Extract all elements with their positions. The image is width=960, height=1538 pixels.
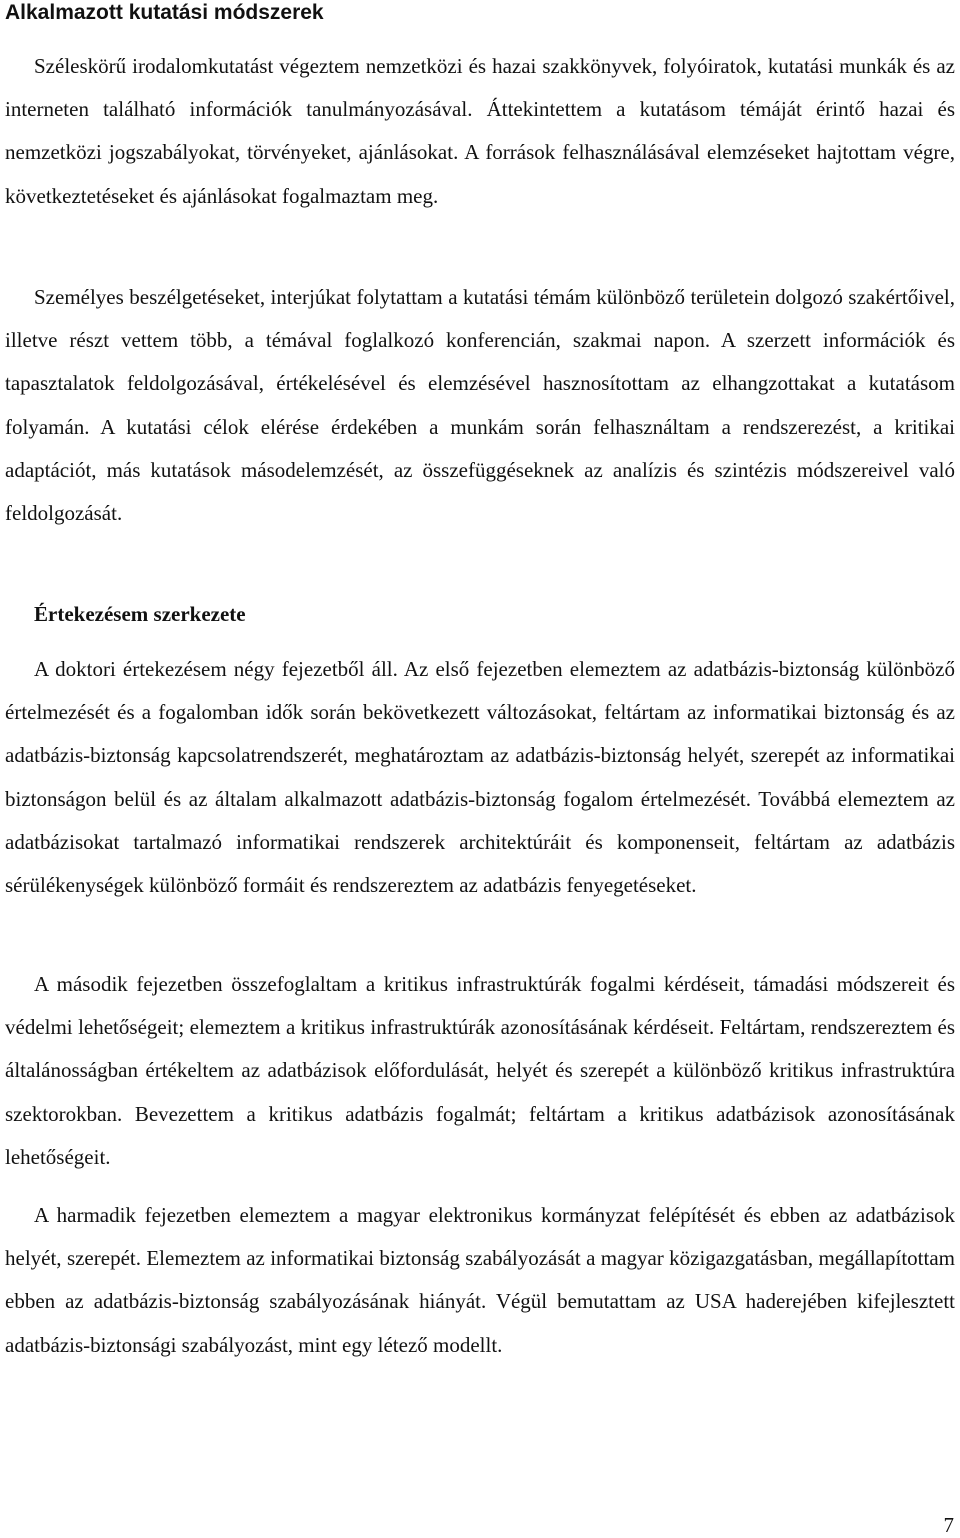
section-heading-structure: Értekezésem szerkezete xyxy=(34,602,246,626)
paragraph-chapter-two: A második fejezetben összefoglaltam a kritikus infrastruktúrák fogalmi kérdéseit, támadási módszereit és védelmi lehetőségeit; elemeztem a kritikus infrastruktúrák azonosításának kérdéseit. Feltártam, rendszereztem és általánosságban értékeltem az adatbázisok előfordulását, helyét és szerepét a különböző kritikus infrastruktúra szektorokban. Bevezettem a kritikus adatbázis fogalmát; feltártam a kritikus adatbázisok azonosításának lehetőségeit. xyxy=(5,972,955,1169)
paragraph-chapter-one: A doktori értekezésem négy fejezetből áll. Az első fejezetben elemeztem az adatbázis-biztonság különböző értelmezését és a fogalomban idők során bekövetkezett változásokat, feltártam az informatikai biztonság és az adatbázis-biztonság kapcsolatrendszerét, meghatároztam az adatbázis-biztonság helyét, szerepét az informatikai biztonságon belül és az általam alkalmazott adatbázis-biztonság fogalom értelmezését. Továbbá elemeztem az adatbázisokat tartalmazó informatikai rendszerek architektúráit és komponenseit, feltártam az adatbázis sérülékenységek különböző formáit és rendszereztem az adatbázis fenyegetéseket. xyxy=(5,657,955,898)
paragraph-interviews: Személyes beszélgetéseket, interjúkat folytattam a kutatási témám különböző területein dolgozó szakértőivel, illetve részt vettem több, a témával foglalkozó konferencián, szakmai napon. A szerzett információk és tapasztalatok feldolgozásával, értékelésével és elemzésével hasznosítottam az elhangzottakat a kutatásom folyamán. A kutatási célok elérése érdekében a munkám során felhasználtam a rendszerezést, a kritikai adaptációt, más kutatások másodelemzését, az összefüggéseknek az analízis és szintézis módszereivel való feldolgozását. xyxy=(5,285,955,526)
section-heading-methods: Alkalmazott kutatási módszerek xyxy=(5,1,324,24)
page-number: 7 xyxy=(943,1513,954,1537)
paragraph-literature-research: Széleskörű irodalomkutatást végeztem nemzetközi és hazai szakkönyvek, folyóiratok, kutatási munkák és az interneten található információk tanulmányozásával. Áttekintettem a kutatásom témáját érintő hazai és nemzetközi jogszabályokat, törvényeket, ajánlásokat. A források felhasználásával elemzéseket hajtottam végre, következtetéseket és ajánlásokat fogalmaztam meg. xyxy=(5,54,955,208)
paragraph-chapter-three: A harmadik fejezetben elemeztem a magyar elektronikus kormányzat felépítését és ebben az adatbázisok helyét, szerepét. Elemeztem az informatikai biztonság szabályozását a magyar közigazgatásban, megállapítottam ebben az adatbázis-biztonság szabályozásának hiányát. Végül bemutattam az USA haderejében kifejlesztett adatbázis-biztonsági szabályozást, mint egy létező modellt. xyxy=(5,1203,955,1357)
